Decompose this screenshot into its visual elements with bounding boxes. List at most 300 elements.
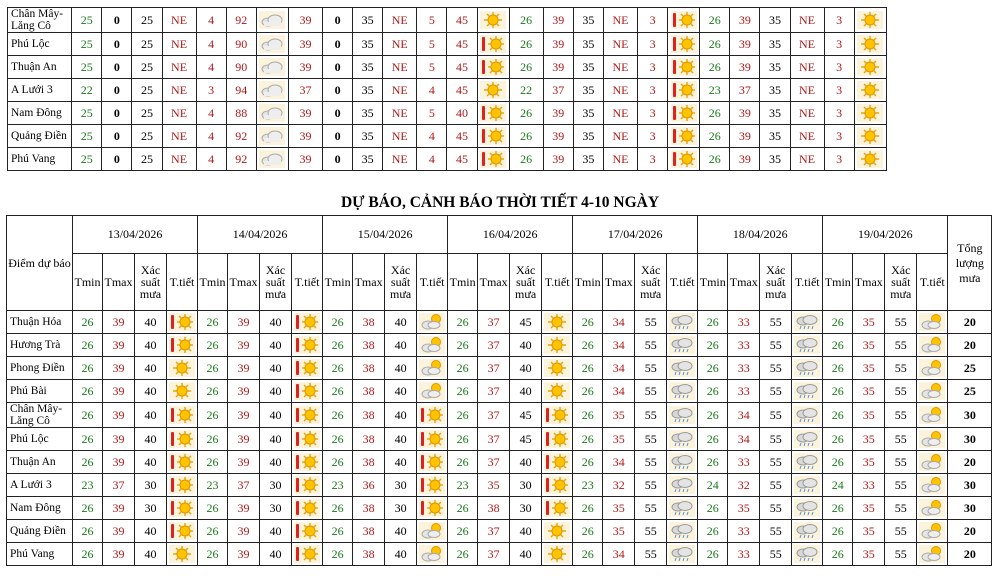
tmin-cell: 23: [323, 474, 353, 497]
tmin-cell: 26: [698, 428, 728, 451]
cloud-sun-icon: [919, 522, 945, 540]
rain-prob-cell: 55: [885, 334, 917, 357]
tmax-cell: 35: [853, 451, 885, 474]
weather-cell: [417, 451, 448, 474]
tmax-cell: 37: [103, 474, 135, 497]
date-header: 15/04/2026: [323, 216, 448, 254]
value-cell: 35: [353, 8, 383, 33]
tmax-cell: 35: [478, 474, 510, 497]
value-cell: 25: [132, 125, 162, 148]
tmax-cell: 37: [478, 380, 510, 403]
value-cell: 35: [573, 102, 603, 125]
value-cell: 35: [353, 33, 383, 56]
rain-prob-header: Xác suất mưa: [510, 254, 542, 311]
weather-cell: [417, 357, 448, 380]
rain-prob-cell: 55: [635, 357, 667, 380]
value-cell: NE: [383, 56, 417, 79]
tmin-cell: 26: [698, 497, 728, 520]
value-cell: NE: [790, 33, 824, 56]
hot-sun-icon: [671, 150, 697, 168]
total-rain-header: Tổng lượng mưa: [948, 216, 992, 311]
tmax-cell: 34: [603, 380, 635, 403]
weather-cell: [668, 125, 700, 148]
table-row: [7, 428, 992, 451]
rain-prob-cell: 55: [635, 380, 667, 403]
tmax-cell: 38: [353, 380, 385, 403]
hot-sun-icon: [294, 499, 320, 517]
value-cell: NE: [603, 125, 637, 148]
tmin-cell: 26: [198, 520, 228, 543]
cloud-rain-icon: [794, 499, 820, 517]
rain-prob-cell: 40: [260, 403, 292, 428]
weather-cell: [542, 403, 573, 428]
tmin-cell: 26: [323, 451, 353, 474]
weather-cell: [792, 334, 823, 357]
location-name: Chân Mây-Lăng Cô: [7, 403, 73, 428]
tmax-cell: 34: [728, 428, 760, 451]
tmax-cell: 37: [478, 520, 510, 543]
tmin-cell: 24: [698, 474, 728, 497]
rain-prob-cell: 55: [760, 334, 792, 357]
cloud-rain-icon: [794, 313, 820, 331]
value-cell: NE: [603, 102, 637, 125]
weather-cell: [477, 102, 509, 125]
table-row: [7, 520, 992, 543]
hot-sun-icon: [419, 430, 445, 448]
cloud-rain-icon: [794, 430, 820, 448]
value-cell: 35: [573, 56, 603, 79]
cloud-sun-icon: [919, 313, 945, 331]
rain-prob-cell: 30: [260, 474, 292, 497]
location-name: Nam Đông: [7, 497, 73, 520]
hot-sun-icon: [671, 58, 697, 76]
location-name: Thuận An: [7, 451, 73, 474]
rain-prob-cell: 55: [760, 497, 792, 520]
sun-icon: [544, 522, 570, 540]
rain-prob-cell: 40: [260, 543, 292, 566]
value-cell: 45: [447, 56, 477, 79]
hot-sun-icon: [671, 127, 697, 145]
tmax-header: Tmax: [353, 254, 385, 311]
value-cell: 92: [226, 8, 256, 33]
cloud-sun-icon: [919, 545, 945, 563]
tmin-cell: 26: [698, 334, 728, 357]
weather-cell: [792, 311, 823, 334]
weather-cell: [477, 56, 509, 79]
value-cell: NE: [383, 125, 417, 148]
tmax-cell: 34: [603, 334, 635, 357]
weather-header: T.tiết: [292, 254, 323, 311]
cloud-icon: [259, 127, 285, 145]
tmin-cell: 26: [73, 428, 103, 451]
tmax-cell: 35: [853, 497, 885, 520]
value-cell: NE: [162, 148, 196, 171]
weather-cell: [792, 451, 823, 474]
weather-cell: [792, 543, 823, 566]
tmin-cell: 26: [323, 380, 353, 403]
weather-cell: [292, 474, 323, 497]
weather-header: T.tiết: [667, 254, 698, 311]
tmin-cell: 26: [698, 543, 728, 566]
tmax-cell: 38: [353, 403, 385, 428]
value-cell: 3: [824, 79, 854, 102]
tmax-cell: 39: [228, 403, 260, 428]
sun-icon: [544, 382, 570, 400]
weather-cell: [917, 428, 948, 451]
total-rain-cell: 30: [948, 497, 992, 520]
rain-prob-cell: 55: [635, 334, 667, 357]
value-cell: NE: [603, 56, 637, 79]
value-cell: 23: [700, 79, 730, 102]
value-cell: 0: [102, 148, 132, 171]
value-cell: 3: [638, 148, 668, 171]
hot-sun-icon: [294, 545, 320, 563]
value-cell: NE: [790, 102, 824, 125]
date-header: 14/04/2026: [198, 216, 323, 254]
tmax-cell: 33: [728, 311, 760, 334]
tmax-cell: 38: [478, 497, 510, 520]
value-cell: 4: [196, 33, 226, 56]
weather-cell: [417, 403, 448, 428]
weather-cell: [854, 102, 886, 125]
tmax-cell: 32: [603, 474, 635, 497]
sun-icon: [544, 359, 570, 377]
cloud-rain-icon: [669, 476, 695, 494]
tmin-cell: 23: [73, 474, 103, 497]
weather-cell: [292, 497, 323, 520]
tmin-cell: 26: [698, 451, 728, 474]
tmin-cell: 26: [73, 520, 103, 543]
tmax-cell: 35: [853, 403, 885, 428]
rain-prob-cell: 45: [510, 403, 542, 428]
forecast-title: DỰ BÁO, CẢNH BÁO THỜI TIẾT 4-10 NGÀY: [340, 194, 660, 211]
value-cell: NE: [162, 33, 196, 56]
table-row: [7, 334, 992, 357]
hot-sun-icon: [419, 453, 445, 471]
rain-prob-cell: 40: [260, 380, 292, 403]
rain-prob-cell: 40: [135, 543, 167, 566]
tmax-cell: 34: [728, 403, 760, 428]
rain-prob-cell: 55: [635, 543, 667, 566]
value-cell: 3: [824, 102, 854, 125]
rain-prob-cell: 40: [510, 334, 542, 357]
tmin-cell: 26: [323, 357, 353, 380]
total-rain-cell: 25: [948, 380, 992, 403]
tmax-cell: 39: [228, 357, 260, 380]
rain-prob-cell: 40: [385, 543, 417, 566]
value-cell: 35: [760, 33, 790, 56]
value-cell: 26: [700, 102, 730, 125]
cloud-rain-icon: [794, 382, 820, 400]
weather-cell: [854, 8, 886, 33]
tmax-cell: 39: [103, 357, 135, 380]
tmin-cell: 26: [698, 520, 728, 543]
sun-icon: [544, 313, 570, 331]
value-cell: 39: [288, 102, 322, 125]
hot-sun-icon: [294, 313, 320, 331]
cloud-sun-icon: [419, 336, 445, 354]
value-cell: NE: [603, 148, 637, 171]
location-name: Phú Lộc: [7, 428, 73, 451]
hot-sun-icon: [169, 313, 195, 331]
tmin-cell: 26: [198, 403, 228, 428]
weather-cell: [542, 311, 573, 334]
rain-prob-cell: 55: [885, 380, 917, 403]
tmin-cell: 26: [573, 403, 603, 428]
weather-cell: [668, 33, 700, 56]
tmax-cell: 38: [353, 357, 385, 380]
weather-cell: [256, 79, 288, 102]
tmax-header: Tmax: [103, 254, 135, 311]
location-name: Hương Trà: [7, 334, 73, 357]
value-cell: 26: [700, 56, 730, 79]
tmin-cell: 26: [573, 543, 603, 566]
tmax-header: Tmax: [603, 254, 635, 311]
table-row: [8, 148, 887, 171]
rain-prob-cell: 30: [385, 474, 417, 497]
sun-icon: [857, 58, 883, 76]
tmin-cell: 26: [73, 497, 103, 520]
value-cell: 25: [72, 56, 102, 79]
value-cell: 4: [196, 125, 226, 148]
weather-cell: [917, 497, 948, 520]
rain-prob-cell: 40: [385, 357, 417, 380]
sun-icon: [857, 11, 883, 29]
value-cell: 0: [102, 102, 132, 125]
cloud-rain-icon: [669, 545, 695, 563]
weather-cell: [668, 102, 700, 125]
hot-sun-icon: [294, 382, 320, 400]
value-cell: 3: [824, 148, 854, 171]
value-cell: 3: [638, 102, 668, 125]
date-header: 17/04/2026: [573, 216, 698, 254]
rain-prob-cell: 40: [135, 428, 167, 451]
value-cell: 3: [824, 8, 854, 33]
weather-cell: [477, 8, 509, 33]
tmin-cell: 26: [823, 497, 853, 520]
cloud-sun-icon: [919, 453, 945, 471]
value-cell: 35: [353, 79, 383, 102]
tmin-cell: 26: [73, 543, 103, 566]
tmin-cell: 26: [698, 357, 728, 380]
rain-prob-cell: 55: [885, 451, 917, 474]
tmax-cell: 39: [228, 520, 260, 543]
rain-prob-cell: 55: [885, 520, 917, 543]
tmax-cell: 34: [603, 543, 635, 566]
value-cell: 25: [72, 148, 102, 171]
tmin-cell: 26: [448, 497, 478, 520]
sun-icon: [857, 81, 883, 99]
rain-prob-cell: 55: [760, 311, 792, 334]
weather-cell: [292, 403, 323, 428]
tmax-cell: 35: [853, 428, 885, 451]
hot-sun-icon: [169, 336, 195, 354]
weather-cell: [167, 403, 198, 428]
weather-header: T.tiết: [917, 254, 948, 311]
tmax-cell: 35: [853, 543, 885, 566]
tmin-cell: 26: [698, 311, 728, 334]
total-rain-cell: 20: [948, 334, 992, 357]
value-cell: 4: [417, 79, 447, 102]
sun-icon: [169, 359, 195, 377]
value-cell: 25: [72, 8, 102, 33]
weather-cell: [668, 79, 700, 102]
table-row: [8, 102, 887, 125]
tmax-cell: 33: [728, 520, 760, 543]
weather-cell: [542, 474, 573, 497]
tmin-cell: 26: [73, 451, 103, 474]
weather-cell: [417, 311, 448, 334]
cloud-rain-icon: [794, 406, 820, 424]
rain-prob-cell: 55: [760, 428, 792, 451]
value-cell: 45: [447, 8, 477, 33]
weather-cell: [292, 380, 323, 403]
hot-sun-icon: [544, 453, 570, 471]
tmax-cell: 35: [603, 520, 635, 543]
value-cell: 39: [730, 125, 760, 148]
tmin-cell: 26: [823, 311, 853, 334]
weather-cell: [854, 33, 886, 56]
tmax-cell: 39: [228, 497, 260, 520]
value-cell: 39: [543, 125, 573, 148]
rain-prob-cell: 40: [510, 451, 542, 474]
hot-sun-icon: [419, 406, 445, 424]
tmin-cell: 26: [448, 520, 478, 543]
tmax-cell: 37: [478, 311, 510, 334]
weather-cell: [417, 520, 448, 543]
cloud-icon: [259, 104, 285, 122]
weather-cell: [854, 56, 886, 79]
rain-prob-cell: 55: [635, 497, 667, 520]
value-cell: 35: [760, 102, 790, 125]
rain-prob-cell: 55: [760, 474, 792, 497]
rain-prob-cell: 30: [260, 497, 292, 520]
value-cell: 3: [824, 33, 854, 56]
weather-cell: [292, 543, 323, 566]
tmin-cell: 26: [73, 403, 103, 428]
rain-prob-header: Xác suất mưa: [885, 254, 917, 311]
value-cell: 26: [509, 56, 543, 79]
rain-prob-cell: 55: [885, 497, 917, 520]
tmin-cell: 26: [198, 497, 228, 520]
location-name: Phú Vang: [7, 543, 73, 566]
rain-prob-cell: 40: [510, 380, 542, 403]
tmax-cell: 39: [103, 520, 135, 543]
tmax-cell: 35: [853, 357, 885, 380]
rain-prob-cell: 40: [385, 311, 417, 334]
value-cell: NE: [162, 8, 196, 33]
table-row: [7, 497, 992, 520]
weather-cell: [854, 125, 886, 148]
value-cell: 3: [638, 33, 668, 56]
date-header: 18/04/2026: [698, 216, 823, 254]
tmin-cell: 26: [573, 311, 603, 334]
value-cell: 5: [417, 102, 447, 125]
weather-cell: [667, 403, 698, 428]
weather-cell: [917, 451, 948, 474]
weather-cell: [854, 79, 886, 102]
weather-cell: [477, 33, 509, 56]
weather-cell: [792, 520, 823, 543]
forecast-table: [6, 215, 992, 566]
location-header: Điểm dự báo: [7, 216, 73, 311]
tmax-cell: 38: [353, 311, 385, 334]
value-cell: 45: [447, 125, 477, 148]
rain-prob-cell: 40: [135, 311, 167, 334]
total-rain-cell: 30: [948, 403, 992, 428]
rain-prob-cell: 40: [260, 520, 292, 543]
value-cell: 35: [760, 56, 790, 79]
tmax-cell: 38: [353, 497, 385, 520]
weather-cell: [292, 311, 323, 334]
value-cell: 4: [196, 102, 226, 125]
value-cell: NE: [603, 8, 637, 33]
value-cell: 35: [760, 8, 790, 33]
value-cell: 26: [509, 148, 543, 171]
rain-prob-cell: 55: [635, 428, 667, 451]
table-row: [7, 380, 992, 403]
tmin-cell: 26: [448, 428, 478, 451]
weather-cell: [792, 474, 823, 497]
tmax-cell: 37: [478, 428, 510, 451]
value-cell: 35: [573, 148, 603, 171]
weather-header: T.tiết: [542, 254, 573, 311]
weather-cell: [292, 520, 323, 543]
tmax-cell: 39: [103, 497, 135, 520]
rain-prob-cell: 40: [135, 403, 167, 428]
hot-sun-icon: [480, 35, 506, 53]
tmax-cell: 39: [228, 428, 260, 451]
date-header: 16/04/2026: [448, 216, 573, 254]
value-cell: 39: [730, 8, 760, 33]
hot-sun-icon: [544, 406, 570, 424]
weather-cell: [668, 148, 700, 171]
weather-cell: [167, 543, 198, 566]
location-name: Nam Đông: [8, 102, 72, 125]
tmin-cell: 26: [323, 520, 353, 543]
weather-cell: [667, 497, 698, 520]
value-cell: 92: [226, 125, 256, 148]
cloud-rain-icon: [794, 336, 820, 354]
tmin-cell: 26: [823, 380, 853, 403]
location-name: Phú Vang: [8, 148, 72, 171]
value-cell: 0: [323, 8, 353, 33]
weather-cell: [667, 311, 698, 334]
value-cell: NE: [790, 125, 824, 148]
cloud-icon: [259, 11, 285, 29]
sun-icon: [480, 11, 506, 29]
tmin-cell: 24: [823, 474, 853, 497]
value-cell: 3: [824, 125, 854, 148]
weather-cell: [792, 380, 823, 403]
tmin-cell: 26: [823, 451, 853, 474]
tmax-cell: 38: [353, 520, 385, 543]
tmax-cell: 32: [728, 474, 760, 497]
weather-cell: [917, 543, 948, 566]
tmin-cell: 26: [198, 543, 228, 566]
tmin-cell: 26: [573, 451, 603, 474]
rain-prob-cell: 30: [385, 497, 417, 520]
value-cell: 25: [132, 56, 162, 79]
table-row: [8, 125, 887, 148]
weather-cell: [292, 428, 323, 451]
location-name: A Lưới 3: [8, 79, 72, 102]
value-cell: 3: [638, 8, 668, 33]
tmax-header: Tmax: [728, 254, 760, 311]
value-cell: 37: [288, 79, 322, 102]
rain-prob-cell: 40: [135, 334, 167, 357]
cloud-rain-icon: [794, 476, 820, 494]
